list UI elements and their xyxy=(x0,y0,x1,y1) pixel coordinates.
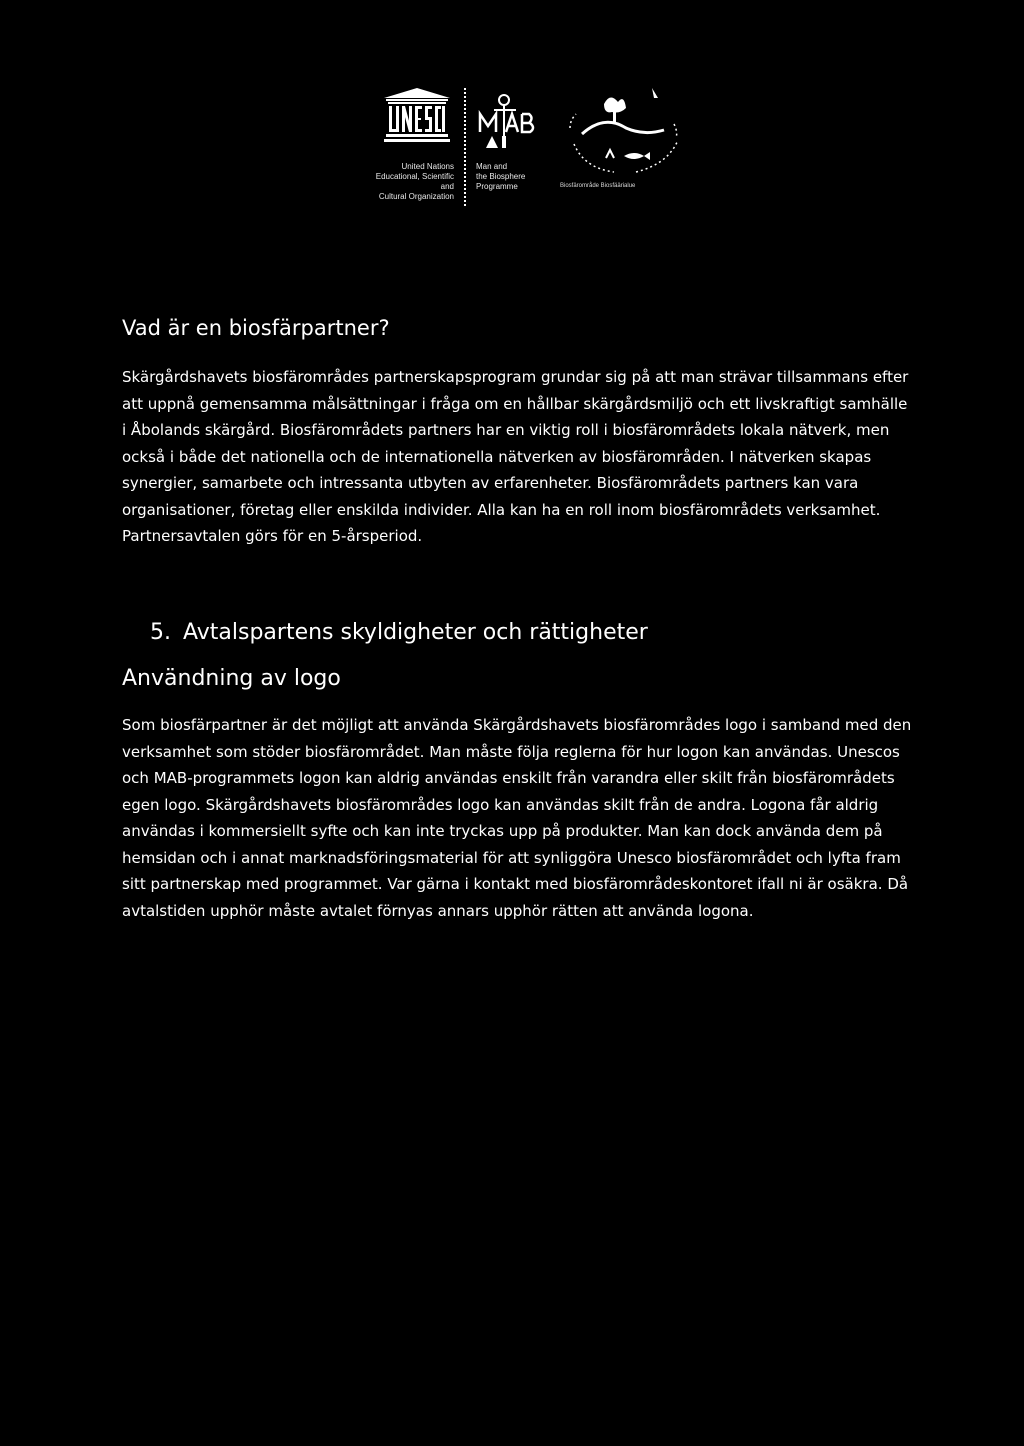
mab-caption-line: Programme xyxy=(476,182,518,191)
unesco-caption xyxy=(368,162,454,202)
mab-caption-line: the Biosphere xyxy=(476,172,526,181)
logo-header xyxy=(375,78,710,208)
intro-paragraph: Skärgårdshavets biosfärområdes partnerskapsprogram grundar sig på att man strävar tillsammans efter att uppnå gemensamma målsättningar i fråga om en hållbar skärgårdsmiljö och ett livskraftigt samhälle i Åbolands skärgård. Biosfärområdets partners har en viktig roll i biosfärområdets lokala nätverk, men också i både det nationella och de internationella nätverken av biosfärområden. I nätverken skapas synergier, samarbete och intressanta utbyten av erfarenheter. Biosfärområdets partners kan vara organisationer, företag eller enskilda individer. Alla kan ha en roll inom biosfärområdets verksamhet. Partnersavtalen görs för en 5-årsperiod. xyxy=(122,368,909,545)
archipelago-caption: Biosfärområde Biosfäärialue xyxy=(560,183,636,189)
unesco-caption-line: Cultural Organization xyxy=(378,192,454,201)
mab-caption-line: Man and xyxy=(476,162,508,171)
section-number: 5. xyxy=(150,620,171,645)
unesco-caption-line: Educational, Scientific and xyxy=(375,172,454,191)
mab-caption xyxy=(476,162,556,192)
unesco-caption-line: United Nations xyxy=(401,162,454,171)
section-title xyxy=(150,620,648,645)
logo-divider xyxy=(464,88,466,206)
logo-usage-paragraph: Som biosfärpartner är det möjligt att använda Skärgårdshavets biosfärområdes logo i samband med den verksamhet som stöder biosfärområdet. Man måste följa reglerna för hur logon kan användas. Unescos och MAB-programmets logon kan aldrig användas enskilt från varandra eller skilt från biosfärområdets egen logo. Skärgårdshavets biosfärområdes logo kan användas skilt från de andra. Logona får aldrig användas i kommersiellt syfte och kan inte tryckas upp på produkter. Man kan dock använda dem på hemsidan och i annat marknadsföringsmaterial för att synliggöra Unesco biosfärområdet och lyfta fram sitt partnerskap med programmet. Var gärna i kontakt med biosfärområdeskontoret ifall ni är osäkra. Då avtalstiden upphör måste avtalet förnyas annars upphör rätten att använda logona. xyxy=(122,716,912,920)
unesco-temple-icon xyxy=(384,88,450,144)
section-title-text: Avtalspartens skyldigheter och rättigheter xyxy=(183,620,648,645)
mab-logo xyxy=(476,92,546,152)
intro-title: Vad är en biosfärpartner? xyxy=(122,316,390,340)
archipelago-biosphere-logo xyxy=(564,84,684,180)
section-subheading: Användning av logo xyxy=(122,666,341,691)
